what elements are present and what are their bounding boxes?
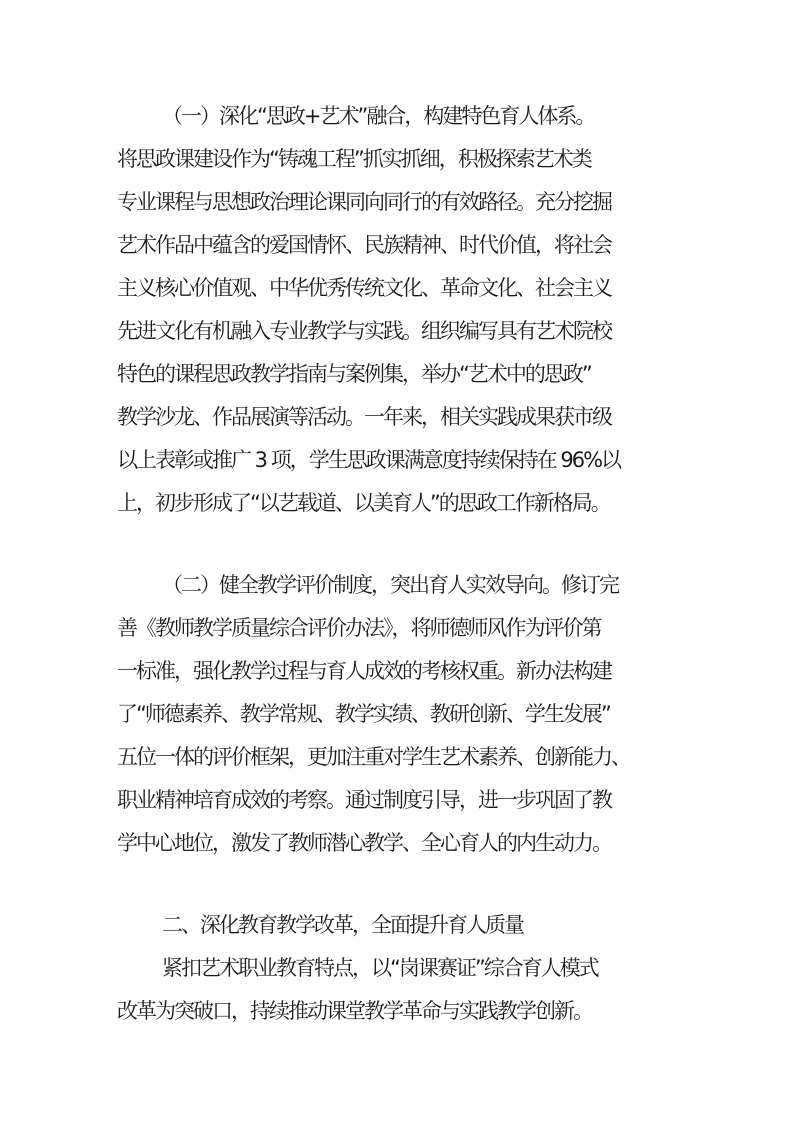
section-heading: 二、深化教育教学改革，全面提升育人质量: [162, 913, 523, 937]
paragraph-line: 一标准，强化教学过程与育人成效的考核权重。新办法构建: [117, 659, 611, 683]
paragraph-line: 上，初步形成了“以艺载道、以美育人”的思政工作新格局。: [117, 491, 610, 515]
paragraph-line: 教学沙龙、作品展演等活动。一年来，相关实践成果获市级: [117, 405, 611, 429]
paragraph-line: 将思政课建设作为“铸魂工程”抓实抓细，积极探索艺术类: [117, 147, 591, 171]
paragraph-line: 特色的课程思政教学指南与案例集，举办“艺术中的思政”: [117, 362, 591, 386]
paragraph-line: （二）健全教学评价制度，突出育人实效导向。修订完: [162, 573, 618, 597]
paragraph-line: 紧扣艺术职业教育特点，以“岗课赛证”综合育人模式: [162, 956, 598, 980]
paragraph-line: 专业课程与思想政治理论课同向同行的有效路径。充分挖掘: [117, 190, 611, 214]
paragraph-line: 主义核心价值观、中华优秀传统文化、革命文化、社会主义: [117, 276, 611, 300]
paragraph-line: 了“师德素养、教学常规、教学实绩、教研创新、学生发展”: [117, 702, 610, 726]
paragraph-line: 学中心地位，激发了教师潜心教学、全心育人的内生动力。: [117, 831, 611, 855]
paragraph-line: （一）深化“思政+艺术”融合，构建特色育人体系。: [162, 104, 595, 128]
paragraph-line: 善《教师教学质量综合评价办法》，将师德师风作为评价第: [117, 616, 601, 640]
paragraph-line: 以上表彰或推广 3 项，学生思政课满意度持续保持在 96%以: [117, 448, 621, 472]
paragraph-line: 五位一体的评价框架，更加注重对学生艺术素养、创新能力、: [117, 745, 630, 769]
paragraph-line: 职业精神培育成效的考察。通过制度引导，进一步巩固了教: [117, 788, 611, 812]
paragraph-line: 改革为突破口，持续推动课堂教学革命与实践教学创新。: [117, 999, 592, 1023]
paragraph-line: 先进文化有机融入专业教学与实践。组织编写具有艺术院校: [117, 319, 611, 343]
paragraph-line: 艺术作品中蕴含的爱国情怀、民族精神、时代价值，将社会: [117, 233, 611, 257]
